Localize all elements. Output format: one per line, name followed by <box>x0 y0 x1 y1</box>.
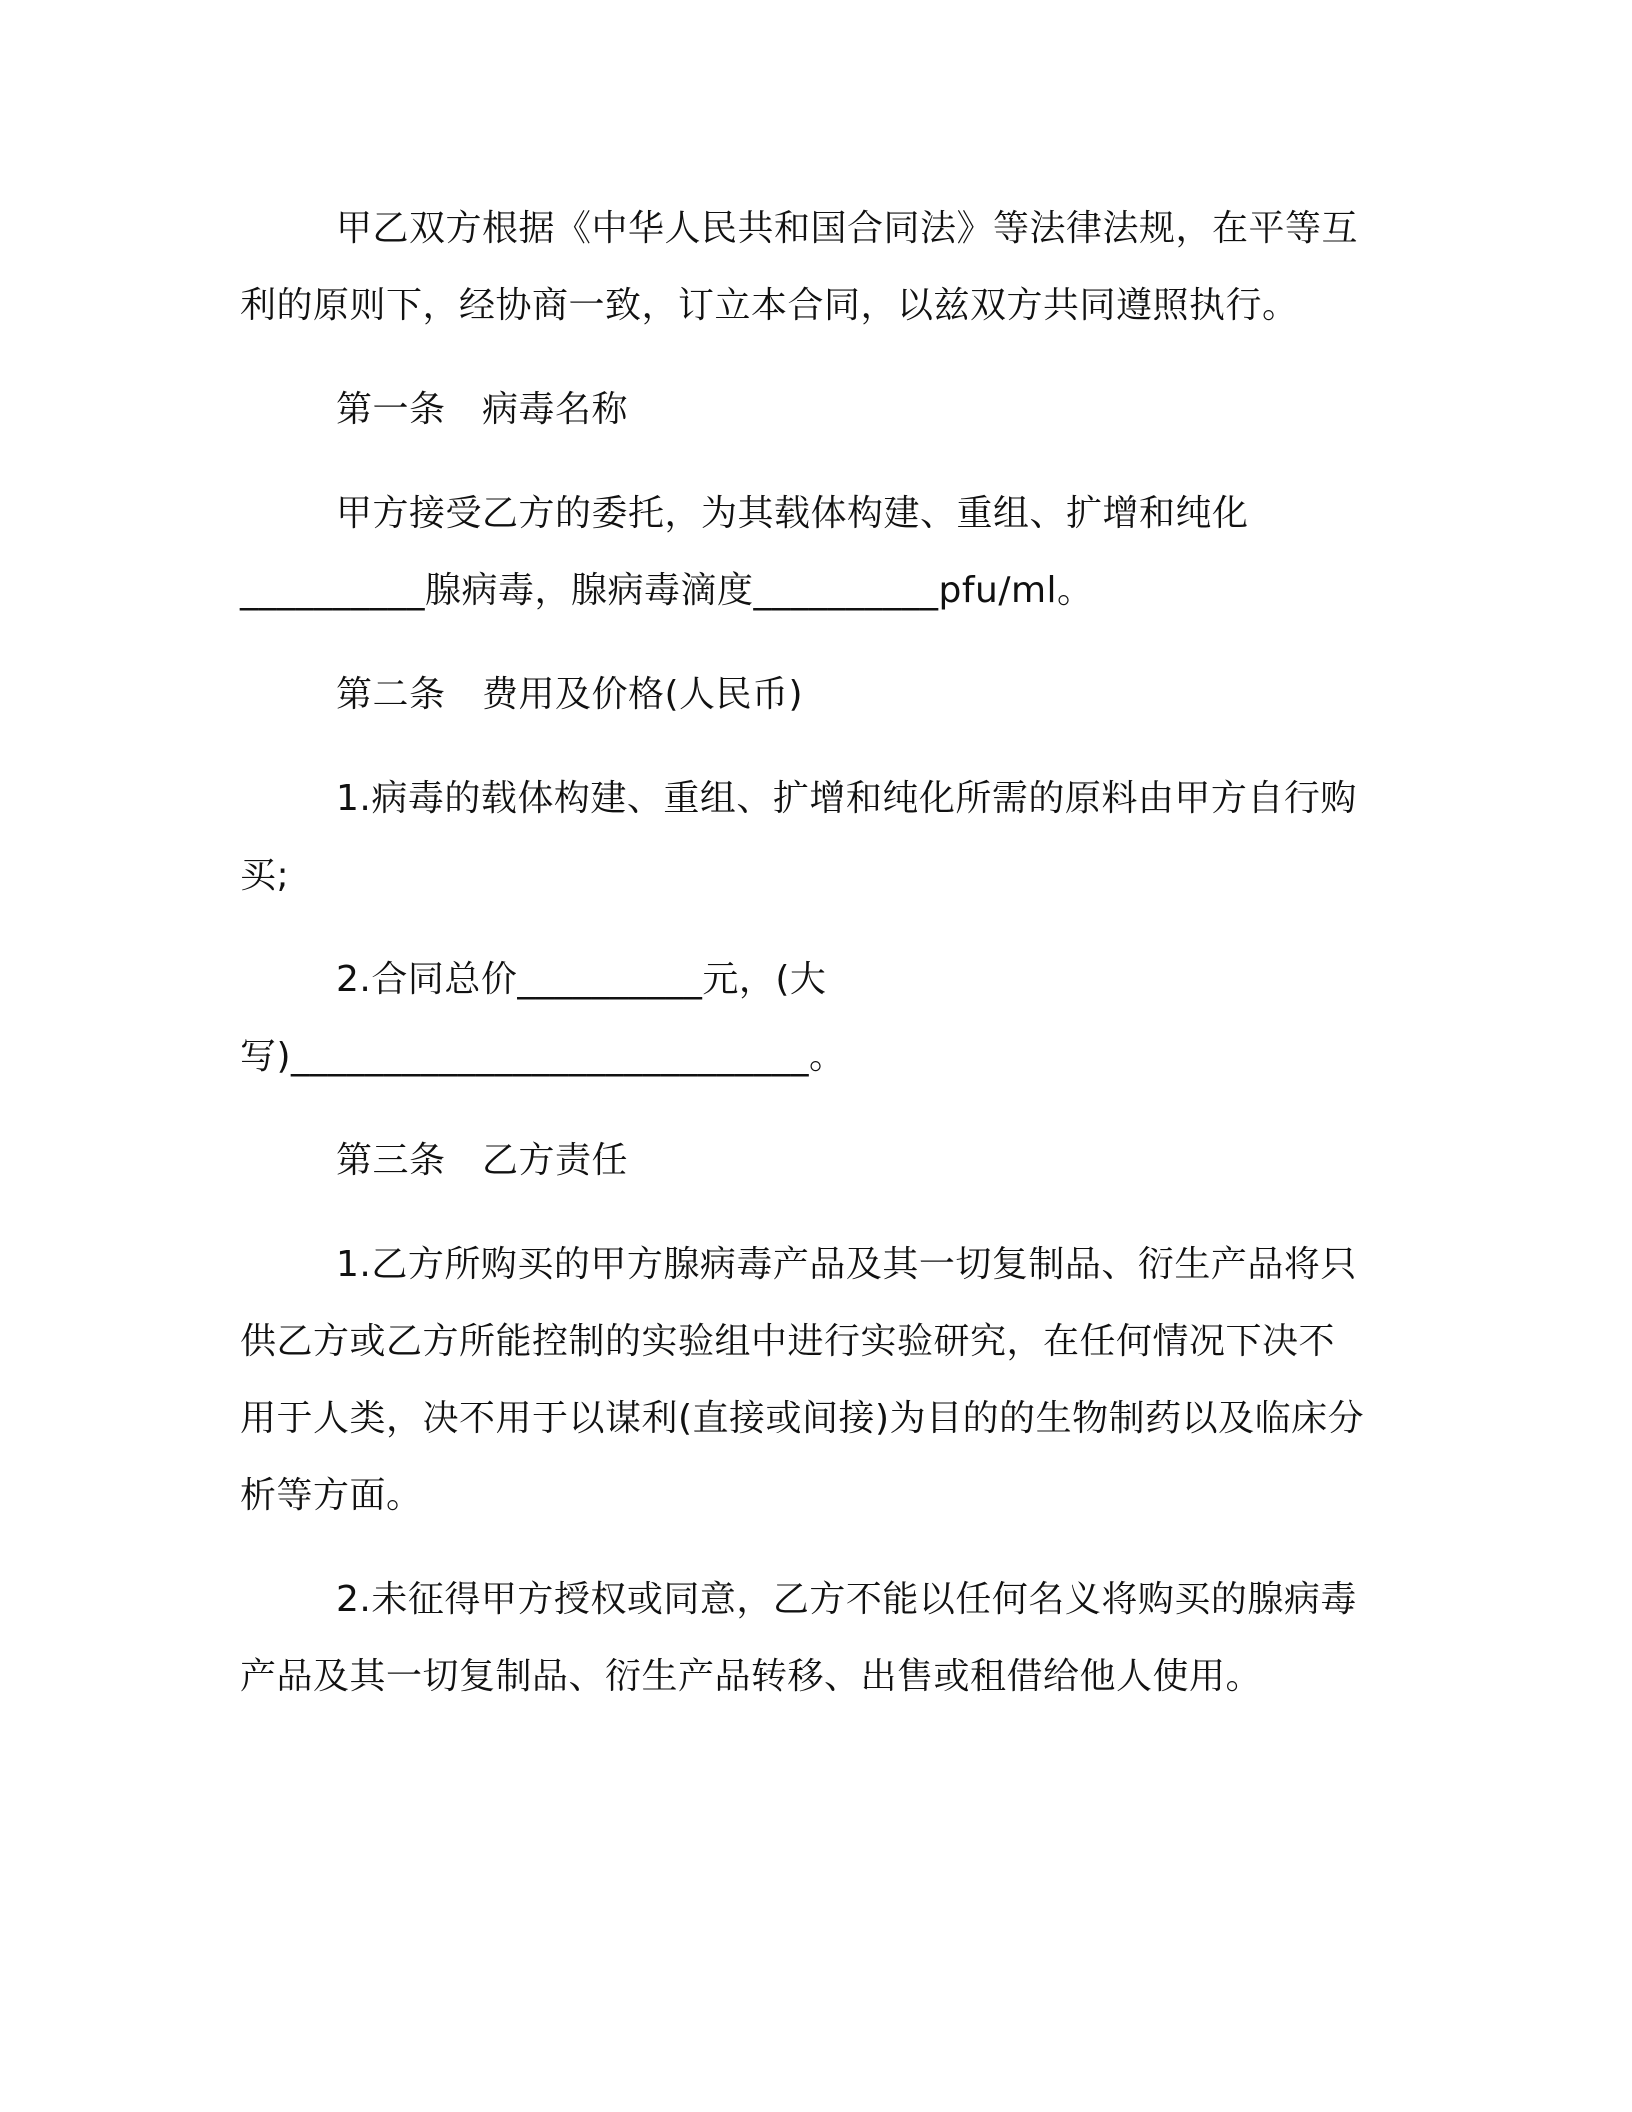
text-line: 析等方面。 <box>240 1475 423 1516</box>
intro-paragraph <box>240 190 1390 344</box>
text-line: 1.乙方所购买的甲方腺病毒产品及其一切复制品、衍生产品将只 <box>336 1244 1357 1285</box>
text-line: 1.病毒的载体构建、重组、扩增和纯化所需的原料由甲方自行购 <box>336 778 1357 819</box>
article-1-heading <box>240 371 1390 448</box>
text-line: 第一条 病毒名称 <box>336 389 629 430</box>
text-line: 甲方接受乙方的委托，为其载体构建、重组、扩增和纯化 <box>336 493 1249 534</box>
text-line: 产品及其一切复制品、衍生产品转移、出售或租借给他人使用。 <box>240 1656 1263 1697</box>
text-line: 供乙方或乙方所能控制的实验组中进行实验研究，在任何情况下决不 <box>240 1321 1336 1362</box>
article-3-heading <box>240 1122 1390 1199</box>
article-3-item-1 <box>240 1226 1390 1534</box>
text-line: 用于人类，决不用于以谋利(直接或间接)为目的的生物制药以及临床分 <box>240 1398 1365 1439</box>
text-line: 第三条 乙方责任 <box>336 1140 629 1181</box>
text-line: 2.未征得甲方授权或同意，乙方不能以任何名义将购买的腺病毒 <box>336 1579 1357 1620</box>
article-2-item-1 <box>240 760 1390 914</box>
article-3-item-2 <box>240 1561 1390 1715</box>
text-line: 甲乙双方根据《中华人民共和国合同法》等法律法规，在平等互 <box>336 208 1359 249</box>
text-line: 写)____________________________。 <box>240 1036 846 1077</box>
text-line: 2.合同总价__________元，(大 <box>336 959 827 1000</box>
article-1-body <box>240 475 1390 629</box>
text-line: 第二条 费用及价格(人民币) <box>336 674 804 715</box>
text-line: 买; <box>240 855 290 896</box>
article-2-heading <box>240 656 1390 733</box>
text-line: 利的原则下，经协商一致，订立本合同，以兹双方共同遵照执行。 <box>240 285 1299 326</box>
document-body <box>240 190 1390 1742</box>
article-2-item-2 <box>240 941 1390 1095</box>
text-line: __________腺病毒，腺病毒滴度__________pfu/ml。 <box>240 570 1094 611</box>
